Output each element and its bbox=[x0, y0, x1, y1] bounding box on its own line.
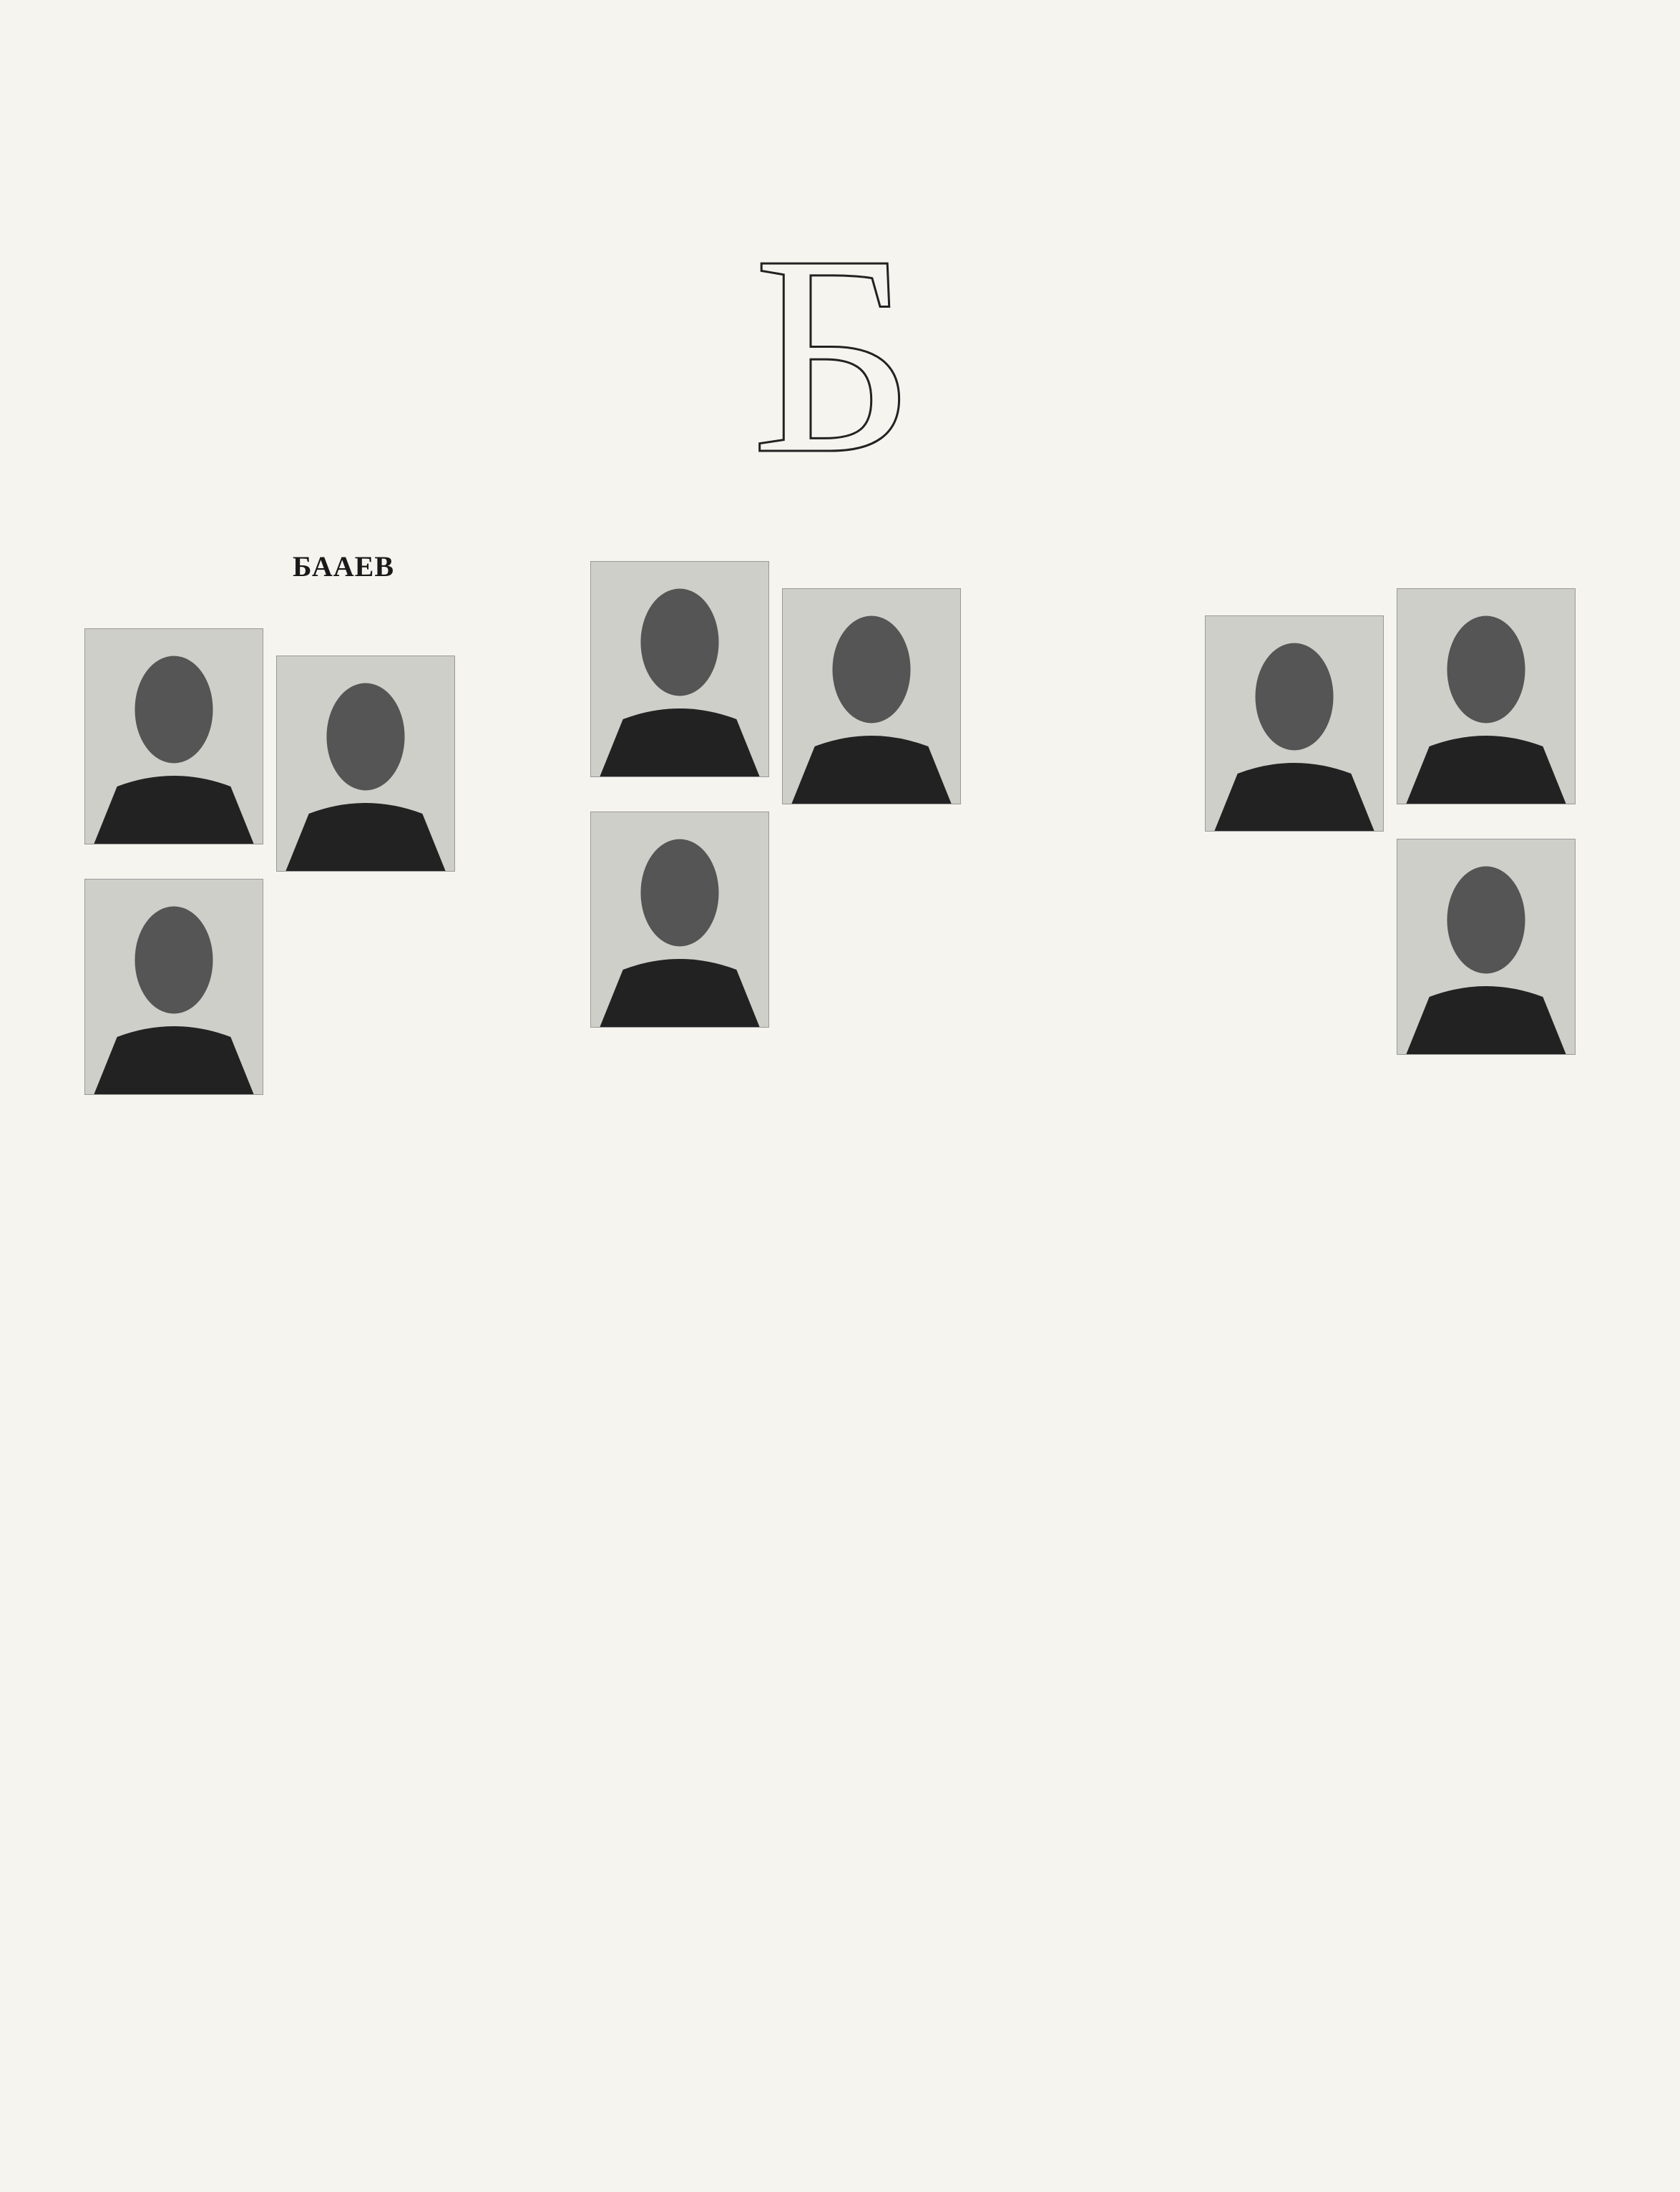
column-1-flow bbox=[84, 624, 565, 1098]
column-3-flow bbox=[1088, 557, 1576, 1058]
portrait-photo bbox=[1397, 839, 1576, 1055]
section-letter-glyph: Б bbox=[751, 215, 916, 487]
portrait-photo bbox=[590, 561, 769, 777]
portrait-photo bbox=[276, 656, 455, 872]
portrait-photo bbox=[1205, 615, 1384, 832]
section-letter bbox=[698, 215, 970, 487]
section-heading: БААЕВ bbox=[292, 550, 395, 583]
column-2-flow bbox=[590, 557, 1070, 1031]
portrait-photo bbox=[84, 879, 263, 1095]
portrait-photo bbox=[84, 628, 263, 844]
portrait-photo bbox=[782, 588, 961, 804]
portrait-photo bbox=[590, 812, 769, 1028]
portrait-photo bbox=[1397, 588, 1576, 804]
